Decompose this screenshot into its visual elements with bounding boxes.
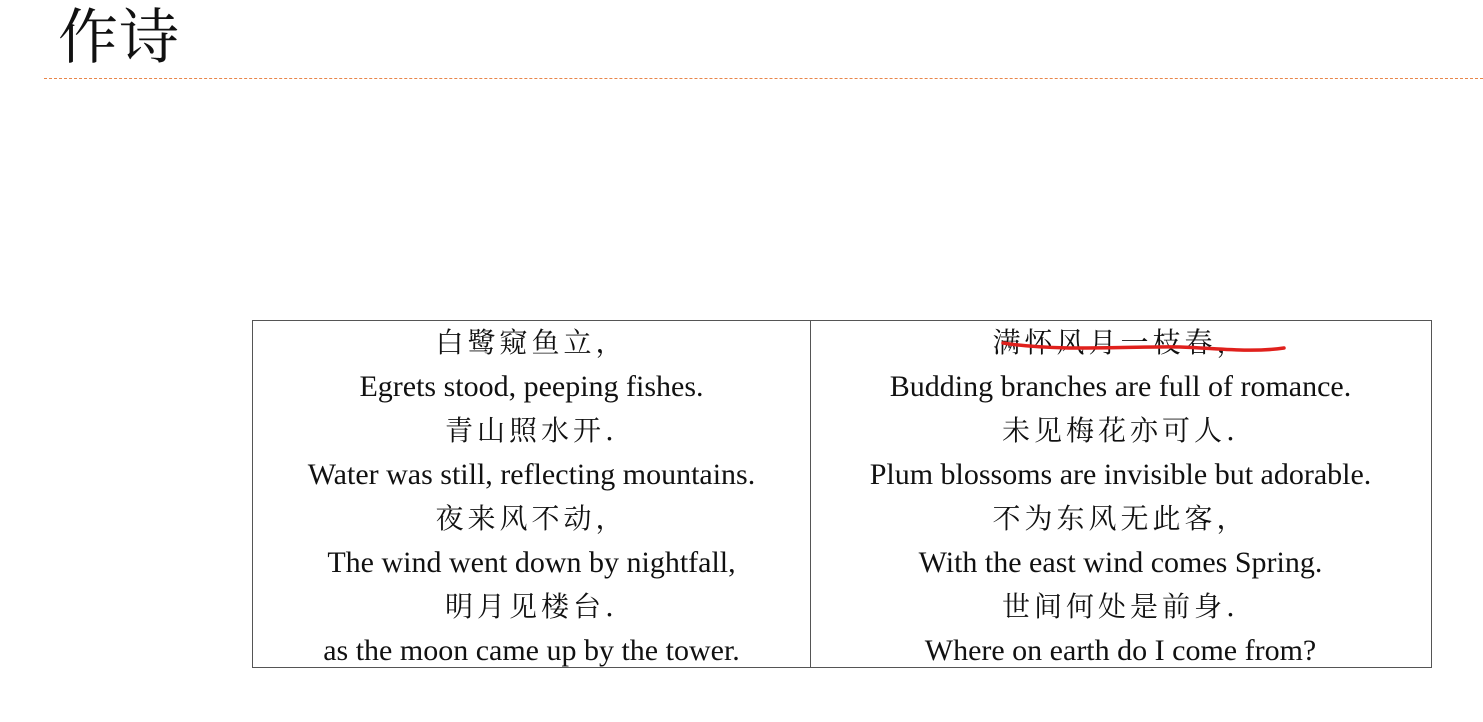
poem-line-english: Plum blossoms are invisible but adorable. (869, 458, 1372, 491)
poem-line-english: Egrets stood, peeping fishes. (359, 370, 704, 403)
title-divider (44, 78, 1483, 79)
poem-line-english: Where on earth do I come from? (924, 634, 1317, 667)
poem-line-chinese: 青山照水开. (445, 414, 618, 447)
poem-line-chinese: 夜来风不动， (435, 502, 628, 535)
poem-line-english: With the east wind comes Spring. (918, 546, 1323, 579)
slide-title: 作诗 (58, 3, 180, 73)
poem-line-english: Water was still, reflecting mountains. (307, 458, 756, 491)
poem-right-column (811, 321, 1430, 667)
poem-left-column (253, 321, 811, 667)
poem-line-chinese: 未见梅花亦可人. (1002, 414, 1239, 447)
poem-line-english: The wind went down by nightfall, (327, 546, 736, 579)
poem-line-english: as the moon came up by the tower. (323, 634, 740, 667)
poem-line-chinese: 满怀风月一枝春， (992, 326, 1249, 359)
poem-line-chinese: 不为东风无此客， (992, 502, 1249, 535)
poem-line-english: Budding branches are full of romance. (889, 370, 1352, 403)
poem-line-chinese: 世间何处是前身. (1002, 590, 1239, 623)
poem-line-chinese: 明月见楼台. (445, 590, 618, 623)
poem-line-chinese: 白鹭窥鱼立， (435, 326, 628, 359)
poem-table (252, 320, 1432, 668)
